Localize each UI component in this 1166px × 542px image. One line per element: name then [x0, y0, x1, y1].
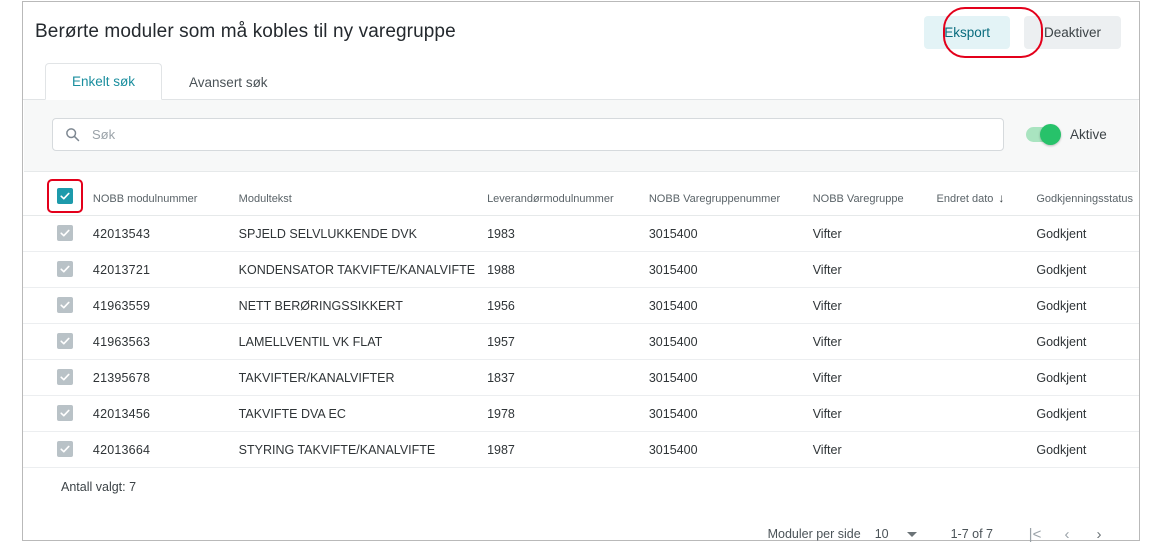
header-endret-dato-label: Endret dato: [936, 193, 994, 205]
table-head: [23, 172, 1139, 216]
table-row[interactable]: [23, 288, 1139, 324]
row-checkbox[interactable]: [57, 369, 73, 385]
cell-modulnummer: 42013721: [87, 252, 233, 288]
header-godkjenningsstatus[interactable]: Godkjenningsstatus: [1030, 172, 1139, 216]
cell-status: Godkjent: [1030, 360, 1139, 396]
search-input[interactable]: [90, 126, 991, 143]
selected-count-label: Antall valgt: 7: [61, 480, 137, 494]
row-checkbox-cell: [23, 396, 87, 432]
per-page-select[interactable]: [875, 527, 917, 541]
sort-descending-icon: ↓: [998, 191, 1005, 205]
cell-varegruppe: Vifter: [807, 324, 931, 360]
header-nobb-varegruppe[interactable]: NOBB Varegruppe: [807, 172, 931, 216]
cell-status: Godkjent: [1030, 252, 1139, 288]
chevron-down-icon: [907, 532, 917, 537]
cell-leverandormodulnummer: 1837: [481, 360, 643, 396]
active-filter-toggle[interactable]: [1026, 127, 1060, 142]
header-leverandormodulnummer[interactable]: Leverandørmodulnummer: [481, 172, 643, 216]
active-filter-label: Aktive: [1070, 127, 1107, 142]
cell-modulnummer: 21395678: [87, 360, 233, 396]
row-checkbox-cell: [23, 216, 87, 252]
cell-modultekst: LAMELLVENTIL VK FLAT: [233, 324, 481, 360]
cell-endret-dato: [931, 324, 1031, 360]
per-page-value: 10: [874, 527, 889, 541]
row-checkbox[interactable]: [57, 261, 73, 277]
table-row[interactable]: [23, 252, 1139, 288]
row-checkbox-cell: [23, 252, 87, 288]
select-all-wrap: [57, 188, 73, 205]
cell-modulnummer: 41963559: [87, 288, 233, 324]
header-select-all: [23, 172, 87, 216]
deactivate-button[interactable]: Deaktiver: [1024, 16, 1121, 49]
cell-varegruppenummer: 3015400: [643, 216, 807, 252]
tab-enkelt-sok[interactable]: Enkelt søk: [45, 63, 162, 100]
cell-varegruppe: Vifter: [807, 288, 931, 324]
row-checkbox-cell: [23, 432, 87, 468]
cell-modultekst: NETT BERØRINGSSIKKERT: [233, 288, 481, 324]
previous-page-button[interactable]: ‹: [1051, 518, 1083, 542]
pagination-bar: [23, 504, 1139, 542]
header-actions: [924, 16, 1121, 49]
row-checkbox[interactable]: [57, 441, 73, 457]
cell-modultekst: TAKVIFTE DVA EC: [233, 396, 481, 432]
cell-leverandormodulnummer: 1956: [481, 288, 643, 324]
cell-leverandormodulnummer: 1957: [481, 324, 643, 360]
tab-avansert-sok[interactable]: Avansert søk: [189, 75, 268, 90]
cell-modultekst: SPJELD SELVLUKKENDE DVK: [233, 216, 481, 252]
row-checkbox[interactable]: [57, 297, 73, 313]
header-endret-dato[interactable]: [931, 172, 1031, 216]
header-modultekst[interactable]: Modultekst: [233, 172, 481, 216]
cell-modulnummer: 42013664: [87, 432, 233, 468]
search-panel: [24, 100, 1138, 172]
cell-varegruppenummer: 3015400: [643, 324, 807, 360]
row-checkbox[interactable]: [57, 405, 73, 421]
table-header-row: [23, 172, 1139, 216]
cell-modultekst: TAKVIFTER/KANALVIFTER: [233, 360, 481, 396]
cell-endret-dato: [931, 288, 1031, 324]
table-row[interactable]: [23, 216, 1139, 252]
cell-modulnummer: 42013456: [87, 396, 233, 432]
cell-endret-dato: [931, 216, 1031, 252]
export-button[interactable]: Eksport: [924, 16, 1010, 49]
header-nobb-varegruppenummer[interactable]: NOBB Varegruppenummer: [643, 172, 807, 216]
cell-modultekst: KONDENSATOR TAKVIFTE/KANALVIFTE: [233, 252, 481, 288]
cell-status: Godkjent: [1030, 216, 1139, 252]
cell-endret-dato: [931, 396, 1031, 432]
active-filter-toggle-group: [1026, 127, 1107, 142]
cell-varegruppenummer: 3015400: [643, 432, 807, 468]
cell-leverandormodulnummer: 1978: [481, 396, 643, 432]
table-row[interactable]: [23, 324, 1139, 360]
cell-endret-dato: [931, 252, 1031, 288]
tab-bar: [23, 62, 1139, 100]
row-checkbox[interactable]: [57, 225, 73, 241]
pagination-range: 1-7 of 7: [950, 527, 993, 541]
search-box[interactable]: [52, 118, 1004, 151]
cell-varegruppenummer: 3015400: [643, 360, 807, 396]
cell-modulnummer: 41963563: [87, 324, 233, 360]
cell-endret-dato: [931, 360, 1031, 396]
row-checkbox[interactable]: [57, 333, 73, 349]
cell-leverandormodulnummer: 1983: [481, 216, 643, 252]
toggle-knob: [1040, 124, 1061, 145]
page-frame: [22, 1, 1140, 541]
cell-endret-dato: [931, 432, 1031, 468]
cell-status: Godkjent: [1030, 324, 1139, 360]
cell-varegruppenummer: 3015400: [643, 396, 807, 432]
cell-varegruppenummer: 3015400: [643, 252, 807, 288]
cell-varegruppe: Vifter: [807, 252, 931, 288]
row-checkbox-cell: [23, 288, 87, 324]
next-page-button[interactable]: ›: [1083, 518, 1115, 542]
cell-varegruppenummer: 3015400: [643, 288, 807, 324]
modules-table-wrapper: [23, 172, 1139, 504]
page-title: Berørte moduler som må kobles til ny varegruppe: [35, 21, 456, 42]
cell-status: Godkjent: [1030, 396, 1139, 432]
select-all-checkbox[interactable]: [57, 188, 73, 204]
first-page-button[interactable]: |<: [1019, 518, 1051, 542]
cell-varegruppe: Vifter: [807, 216, 931, 252]
table-body: [23, 216, 1139, 468]
cell-varegruppe: Vifter: [807, 360, 931, 396]
cell-leverandormodulnummer: 1988: [481, 252, 643, 288]
cell-varegruppe: Vifter: [807, 432, 931, 468]
cell-modulnummer: 42013543: [87, 216, 233, 252]
cell-leverandormodulnummer: 1987: [481, 432, 643, 468]
cell-modultekst: STYRING TAKVIFTE/KANALVIFTE: [233, 432, 481, 468]
table-row[interactable]: [23, 360, 1139, 396]
table-row[interactable]: [23, 432, 1139, 468]
search-icon: [65, 127, 80, 142]
per-page-label: Moduler per side: [767, 527, 861, 541]
page-header: [23, 2, 1139, 62]
cell-status: Godkjent: [1030, 432, 1139, 468]
cell-varegruppe: Vifter: [807, 396, 931, 432]
modules-table: [23, 172, 1139, 468]
row-checkbox-cell: [23, 360, 87, 396]
row-checkbox-cell: [23, 324, 87, 360]
header-nobb-modulnummer[interactable]: NOBB modulnummer: [87, 172, 233, 216]
cell-status: Godkjent: [1030, 288, 1139, 324]
table-row[interactable]: [23, 396, 1139, 432]
